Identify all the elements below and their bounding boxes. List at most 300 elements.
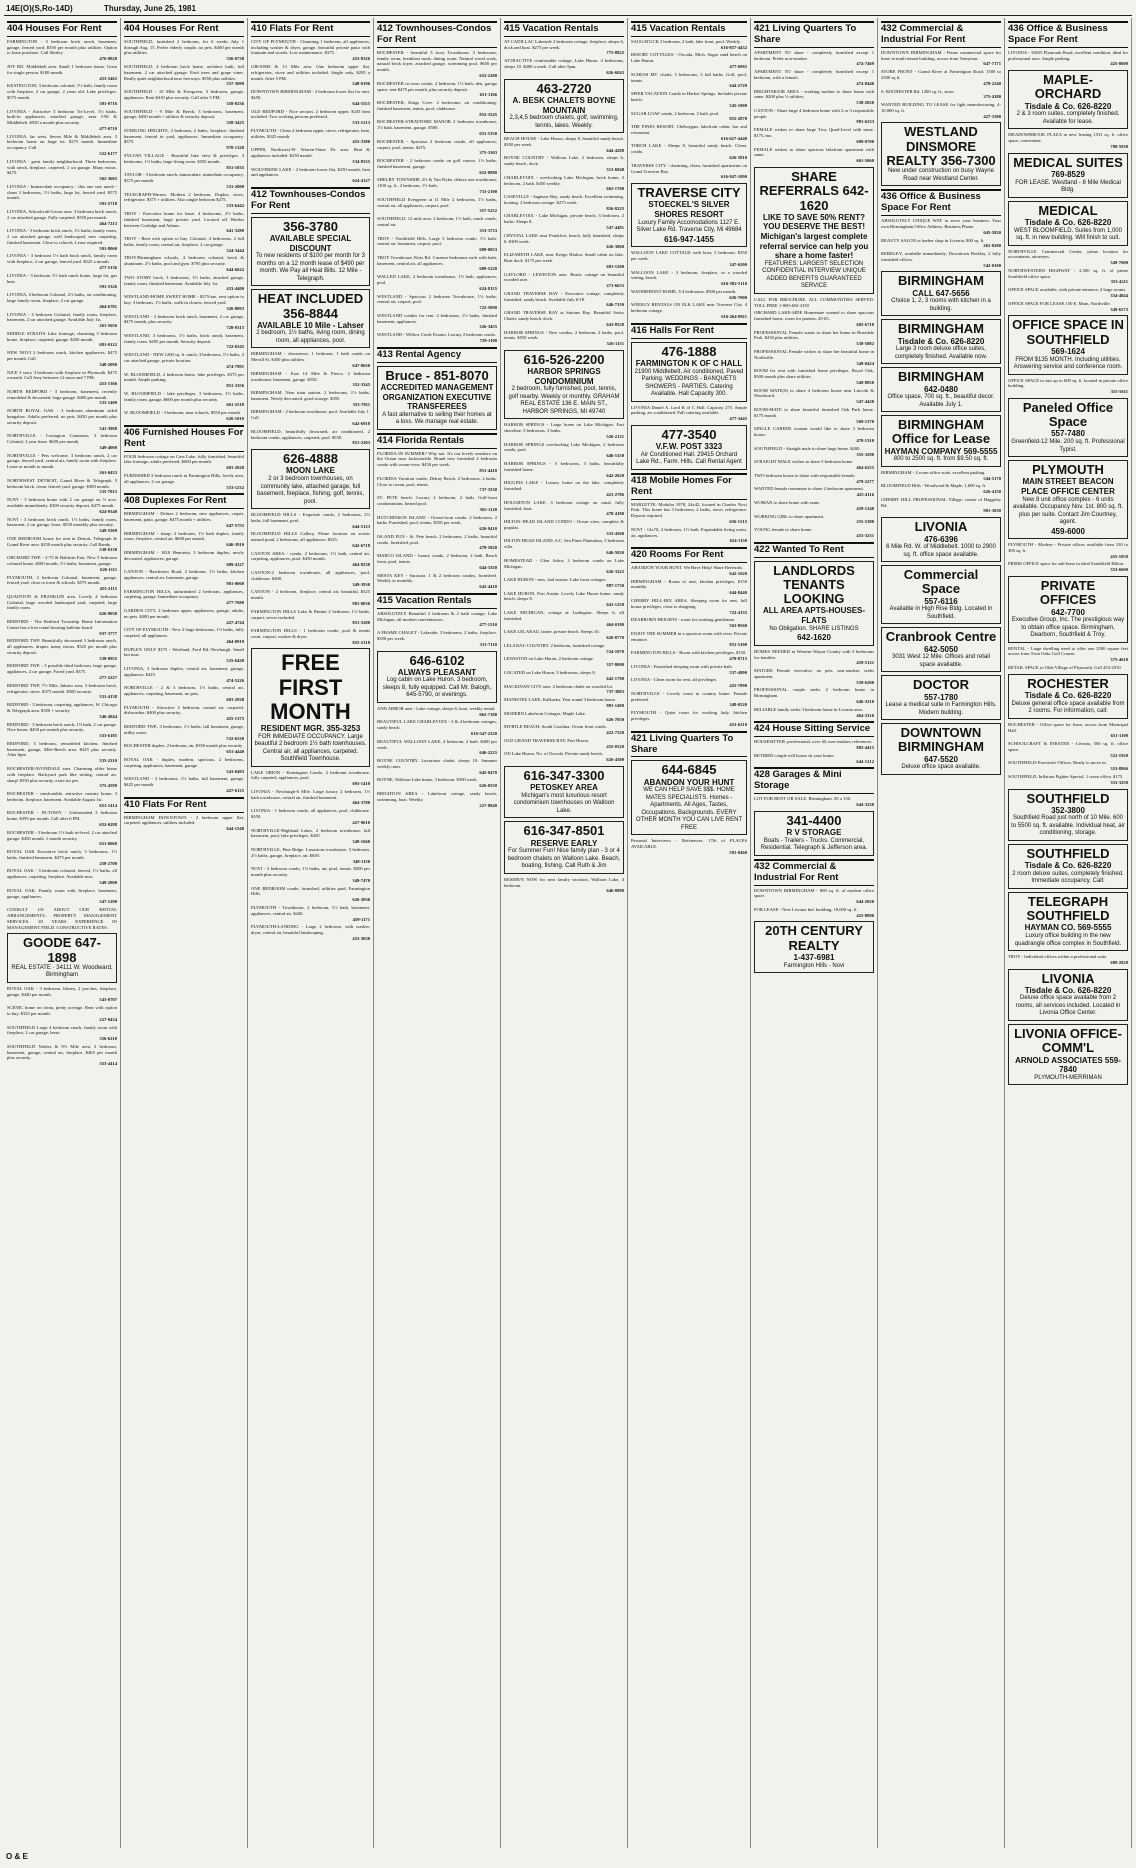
ad-text: NOVI - 3 bedroom brick ranch, 1½ baths, family room, basement, 2 car garage, lease. $550 monthly plus security.: [7, 516, 117, 528]
classified-ad: [124, 550, 244, 567]
classified-ad: [631, 250, 747, 267]
ad-text: CANTON AREA - condo, 2 bedrooms, 1½ bath, central air, carpeting, appliances, pool. $450 month.: [251, 550, 370, 562]
classified-ad: [754, 50, 874, 67]
display-ad-box: [1008, 892, 1128, 951]
classified-ad: [504, 39, 624, 56]
ad-phone: 542-0100: [983, 262, 1001, 268]
ad-phone: 644-8440: [729, 590, 747, 596]
ad-text: NICE 3 story 3 bedroom with fireplace in Plymouth. $475 a month. Call Jerry between 12 noon and 7 PM.: [7, 369, 117, 381]
ad-phone: 553-1232: [226, 484, 244, 490]
ad-text: ABSOLUTELY UNIQUE WAY to serve your business. Your own Birmingham Office Address, Business Phone.: [881, 218, 1001, 229]
ad-phone: 729-1100: [479, 338, 497, 343]
classified-ad: [504, 711, 624, 723]
ad-text: LEWISTON on Lake Huron, 2 bedroom cottage.: [504, 656, 594, 662]
ad-phone: 541-6493: [226, 768, 244, 774]
ad-text: HOMES NEEDED in Western Wayne County with 3 bedrooms for families.: [754, 648, 874, 660]
classified-ad: [504, 310, 624, 327]
ad-phone: 545-1000: [729, 102, 747, 108]
page-folio: 14E(O)(S,Ro-14D): [6, 4, 73, 13]
column-1: [4, 18, 121, 1848]
display-ad-sm: Luxury Family Accomodations 1127 E. Silver Lake Rd. Traverse City, Mi 49684: [636, 219, 742, 234]
classified-ad: [504, 591, 624, 608]
classified-ad: [7, 273, 117, 290]
ad-text: JOY RD. Middlebelt area. Small 1 bedroom home. Great for single person. $180 month.: [7, 64, 117, 75]
ad-text: THE PINES RESORT. Cheboygan, lakefront cabin, bar and restaurant.: [631, 124, 747, 135]
ad-phone: 851-3356: [226, 383, 244, 389]
ad-text: MIDDLE STRAITS Lake frontage, charming 3 bedroom home, fireplace, carpeted, garage. $450 month.: [7, 330, 117, 342]
classified-ad: [124, 608, 244, 625]
display-ad-sm: Choice 1, 2, 3 rooms with kitchen in a building.: [891, 298, 991, 312]
classified-ad: [377, 100, 497, 117]
section-heading: 436 Office & Business Space For Rent: [881, 189, 1001, 216]
classified-ad: [7, 312, 117, 329]
classified-ad: [504, 291, 624, 308]
display-ad-sm: PLYMOUTH-MERRIMAN: [1034, 1074, 1102, 1081]
ad-phone: 646-0880: [606, 888, 624, 894]
ad-phone: 855-2870: [729, 116, 747, 122]
display-ad-mid: Tisdale & Co. 626-8220: [1024, 861, 1112, 871]
ad-phone: 353-6600: [1110, 567, 1128, 573]
display-ad-mid: AVAILABLE SPECIAL DISCOUNT: [269, 234, 352, 253]
ad-text: SAUGATUCK 3 bedroom, 2 bath, lake front, pool. Weekly.: [631, 38, 741, 44]
ad-phone: 646-5020: [606, 549, 624, 555]
section-heading: 414 Florida Rentals: [377, 433, 497, 449]
classified-ad: [754, 888, 874, 905]
ad-text: SOUTHFIELD - Straight male to share large home. $200.: [754, 445, 861, 451]
classified-ad: [124, 89, 244, 106]
ad-phone: 453-8326: [352, 56, 370, 62]
classified-ad: [7, 253, 117, 270]
ad-phone: 531-4138: [99, 694, 117, 700]
ad-phone: 981-1490: [606, 702, 624, 708]
ad-phone: 357-8000: [606, 662, 624, 668]
ad-phone: 522-6177: [99, 150, 117, 156]
ad-text: WEEKLY RENTALS ON ELK LAKE near Traverse City. 4 bedroom cottage.: [631, 302, 747, 314]
display-ad-box: [504, 350, 624, 419]
ad-phone: 626-5810: [729, 154, 747, 160]
display-ad-big: ROCHESTER: [1027, 675, 1109, 691]
classified-ad: [7, 638, 117, 661]
classified-ad: [124, 192, 244, 209]
display-ad-mid: V.F.W. POST 3323: [655, 442, 723, 452]
classified-ad: [754, 500, 874, 512]
ad-text: LIVONIA Daniel A. Lord K of C Hall. Capacity 275. Ample parking, air conditioned. Full catering available.: [631, 404, 747, 416]
ad-phone: 569-1370: [856, 418, 874, 424]
ad-text: HARBOR SPRINGS - New condos, 2 bedroom, 2 baths, pool, tennis. $550 week.: [504, 329, 624, 341]
ad-text: TWO bedroom house to share with responsible female.: [754, 472, 856, 478]
display-ad-sm: 2 bedroom, fully furnished, pool, tennis, golf nearby. Weekly or monthly. GRAHAM REAL ESTATE 136 E. MAIN ST., HARBOR SPRINGS, MI 49740: [508, 386, 620, 415]
classified-ad: [377, 177, 497, 194]
ad-text: SCENIC home on clean, pretty acreage. Rent with option to buy. $325 per month.: [7, 1005, 117, 1017]
ad-text: MEADOWBROOK PLAZA in new leasing 1531 sq. ft. office space, convenient.: [1008, 132, 1128, 144]
ad-text: OLD GRAND TRAVERSE BAY, Port Huron.: [504, 737, 589, 743]
classified-ad: [504, 58, 624, 75]
display-ad-sm: Farmington Hills - Novi: [783, 962, 845, 969]
ad-phone: 591-5326: [99, 284, 117, 290]
ad-phone: 662-1700: [606, 186, 624, 192]
column-8: [878, 18, 1005, 1848]
classified-ad: [7, 1005, 117, 1022]
display-ad-box: [881, 122, 1001, 186]
ad-text: AT CADILLAC Lakeside 2 bedroom cottage, fireplace, sleeps 6, dock and boat. $275 per week.: [504, 38, 624, 50]
ad-text: SUGAR LOAF condo, 2 bedroom, 2 bath, pool.: [631, 110, 720, 116]
ad-text: BRIGHTMOOR AREA - working mother to share home with same. $200 plus ½ utilities.: [754, 88, 874, 100]
classified-ad: [124, 627, 244, 644]
classified-ad: [631, 143, 747, 160]
classified-ad: [124, 647, 244, 664]
ad-text: REDFORD - 3 bedroom brick ranch, 1½ bath, 2 car garage. Nice house. $450 per month plus security.: [7, 721, 117, 733]
ad-phone: 626-9030: [99, 611, 117, 617]
ad-text: REDFORD TWP, 7½ Mile, Inkster area, 3 bedroom brick, refrigerator, stove. $375 month. $500 security.: [7, 682, 117, 694]
display-ad-box: [1008, 153, 1128, 198]
ad-text: ISLAND FUN - St. Pete beach. 2 bedrooms, 2 baths, beautiful condo, furnished, pool.: [377, 533, 497, 545]
ad-phone: 737-3330: [479, 487, 497, 493]
classified-ad: [754, 473, 874, 485]
display-ad-sm: 6 Mile Rd. W. of Middlebelt. 1000 to 2900 sq. ft. office space available.: [886, 544, 996, 558]
classified-ad: [631, 270, 747, 287]
classified-ad: [7, 663, 117, 680]
ad-text: RETIRED couple will house sit your home.: [754, 752, 835, 758]
classified-ad: [377, 313, 497, 330]
ad-text: WANTED female roommate to share 2 bedroom apartment.: [754, 486, 864, 492]
classified-ad: [631, 691, 747, 708]
classified-ad: [377, 611, 497, 628]
ad-text: BLOOMFIELD Hills - Woodward & Maple, 1,600 sq. ft.: [881, 483, 987, 489]
ad-text: OFFICE SPACE to suit up to 600 sq. ft. located in private office building.: [1008, 377, 1128, 389]
classified-ad: [504, 194, 624, 211]
classified-ad: [631, 39, 747, 51]
ad-text: RESERVE NOW for next family vacation, Walloon Lake, 4 bedroom.: [504, 876, 624, 888]
ad-text: ST. PETE beach. Luxury 2 bedroom, 2 bath, Gulf-front condominium, heated pool.: [377, 495, 497, 506]
ad-text: SOUTHFIELD-Executive Offices. Ready to move in.: [1008, 760, 1107, 766]
ad-text: Personal Interviews - References. 17th of PLACES AVAILABLE.: [631, 838, 747, 850]
display-ad-mid: R V STORAGE: [786, 828, 842, 838]
classified-ad: [251, 847, 370, 864]
ad-text: RENTAL - Large dwelling need to offer one 2500 square feet across from Twin Oaks Golf Course.: [1008, 645, 1128, 657]
classified-ad: [504, 643, 624, 655]
classified-ad: [1008, 287, 1128, 299]
ad-phone: 646-2225: [479, 750, 497, 756]
classified-ad: [251, 828, 370, 845]
ad-text: BIRMINGHAM - 1810 Henrietta, 3 bedroom duplex, newly decorated, appliances, garage.: [124, 549, 244, 561]
ad-phone: 258-2700: [99, 860, 117, 866]
ad-phone: 353-3733: [479, 227, 497, 233]
ad-text: GRAND TRAVERSE BAY at Suttons Bay. Beautiful Swiss Chalet, sandy beach, dock.: [504, 310, 624, 321]
display-ad-box: [251, 648, 370, 766]
display-ad-extra: 616-947-1455: [664, 234, 714, 244]
display-ad-box: [881, 723, 1001, 775]
display-ad-sm: WE CAN HELP SAVE $$$. HOME MATES SPECIALISTS. Homes - Apartments. All Ages, Tastes, Occupations, Backgrounds. EVERY OTHER MONTH YOU CAN LIVE RENT FREE: [635, 787, 743, 831]
classified-ad: [1008, 268, 1128, 285]
classified-ad: [1008, 301, 1128, 313]
display-ad-big: OFFICE SPACE IN SOUTHFIELD: [1012, 317, 1124, 347]
classified-ad: [251, 808, 370, 825]
ad-text: REDFORD TWP., 3 bedrooms, 1½ baths, full basement, garage, utility room.: [124, 724, 244, 735]
ad-phone: 651-1166: [479, 92, 497, 98]
ad-text: ROOM MATE(S) to share 4 bedroom house near Lincoln & Woodward.: [754, 387, 874, 399]
section-heading: 418 Mobile Homes For Rent: [631, 473, 747, 500]
classified-ad: [7, 741, 117, 764]
ad-phone: 353-4414: [99, 1061, 117, 1067]
ad-phone: 535-2210: [99, 758, 117, 764]
classified-ad: [754, 368, 874, 385]
display-ad-mid: 642-5050: [924, 644, 958, 654]
display-ad-sm: 2 room deluxe suites, completely finished. Immediate occupancy. Call:: [1012, 870, 1124, 885]
classified-ad: [1008, 774, 1128, 786]
ad-phone: 358-3425: [226, 120, 244, 126]
classified-ad: [7, 766, 117, 789]
classified-ad: [631, 163, 747, 180]
ad-text: ROYAL OAK. Family room with fireplace, basement, garage, appliances.: [7, 887, 117, 899]
section-heading: 428 Garages & Mini Storage: [754, 767, 874, 794]
section-heading: 416 Halls For Rent: [631, 323, 747, 339]
display-ad-mid: 476-6396: [924, 534, 958, 544]
display-ad-box: [251, 449, 370, 509]
ad-phone: 478-8715: [729, 656, 747, 661]
ad-text: TROY - Individual offices within a professional suite.: [1008, 954, 1108, 959]
classified-ad: [504, 724, 624, 736]
ad-text: BERKLEY, available immediately, Downtown Berkley, 2 fully furnished offices.: [881, 251, 1001, 262]
classified-ad: [504, 155, 624, 172]
ad-phone: 626-1010: [226, 416, 244, 422]
display-ad-sm: 2 & 3 room suites, completely finished. Available for lease.: [1016, 111, 1120, 125]
classified-ad: [631, 677, 747, 689]
ad-phone: 349-4000: [99, 444, 117, 450]
ad-phone: 532-6520: [226, 735, 244, 741]
ad-text: QUAINTON & FRANKLIN area. Lovely 4 bedroom Colonial, large wooded landscaped yard, carpeted, large family room.: [7, 593, 117, 611]
ad-phone: 616-857-4432: [720, 44, 747, 50]
ad-phone: 474-5226: [226, 677, 244, 683]
ad-phone: 788-5930: [1110, 143, 1128, 149]
section-heading: 421 Living Quarters To Share: [754, 21, 874, 48]
display-ad-mid: STOECKEL'S SILVER SHORES RESORT: [648, 200, 730, 219]
classified-ad: [7, 184, 117, 207]
classified-ad: [251, 390, 370, 407]
ad-phone: 453-5465: [99, 75, 117, 81]
classified-ad: [7, 64, 117, 81]
ad-text: SOUTHFIELD, 4 bedroom brick home, architect built, full basement, 2 car attached garage. Fruit trees and grape vines. Really quiet neighborhood near freeways. $550 plus utilities.: [124, 64, 244, 81]
ad-text: WOMAN to share home with same.: [754, 499, 821, 505]
display-ad-sm: FROM $135 MONTH. Including utilities. Answering service and conference room.: [1013, 356, 1123, 370]
ad-text: CANTON-2 bedroom townhouse, all appliances, pool, clubhouse. $400.: [251, 570, 370, 581]
ad-phone: 464-0919: [226, 638, 244, 644]
ad-text: SOUTHFIELD - 10 Mile & Evergreen, 3 bedroom, garage, appliances. Rent $410 plus security. Call after 5 PM.: [124, 89, 244, 100]
ad-phone: 427-4744: [226, 619, 244, 625]
ad-text: CITY OF PLYMOUTH - Charming 1 bedroom, all appliances, including washer & dryer, garage, beautiful private patio with fountain and woods. Low maintenance. $375.: [251, 38, 370, 56]
classified-ad: [881, 251, 1001, 268]
classified-ad: [754, 69, 874, 86]
section-heading: 415 Vacation Rentals: [377, 593, 497, 609]
ad-text: CONSULT US ABOUT OUR RENTAL ARRANGEMENTS. PROPERTY MANAGEMENT SERVICES. 20 YEARS EXPERIENCE IN MANAGEMENT FIELD. CONSTRUCTIVE RATES.: [7, 907, 117, 930]
ad-text: ENJOY THE SUMMER in a spacious room with view. Private entrance.: [631, 630, 747, 642]
ad-phone: 478-2240: [983, 80, 1001, 86]
ad-phone: 689-5220: [479, 266, 497, 272]
ad-text: GROOMS & 13 Mile area. One bedroom upper flat, refrigerator, stove and utilities included. Single only. $295 a month. After 5 PM.: [251, 64, 370, 81]
display-ad-mid: 557-7480: [1051, 429, 1085, 439]
page-date: Thursday, June 25, 1981: [104, 4, 196, 13]
ad-phone: 616-582-5110: [721, 281, 747, 287]
classified-ad: [377, 553, 497, 570]
ad-text: FEMALE wishes to share large Troy Quad-Level with same. $175./mo.: [754, 127, 874, 138]
ad-phone: 455-3380: [352, 139, 370, 145]
display-ad-mid: 557-1780: [924, 692, 958, 702]
ad-phone: 644-2729: [729, 83, 747, 89]
ad-phone: 642-6918: [352, 421, 370, 426]
ad-text: CITY OF PLYMOUTH - New 2 large bedrooms, 1½ baths, fully carpeted, all appliances.: [124, 627, 244, 639]
classified-ad: [1008, 50, 1128, 67]
ad-phone: 353-8866: [1110, 766, 1128, 772]
ad-phone: 851-4410: [479, 468, 497, 474]
ad-text: SOUTHFIELD, Inflation Fighter Special, 1 room office, $175.: [1008, 773, 1124, 779]
ad-text: FEMALE wishes to share spacious lakefront apartment with same.: [754, 146, 874, 158]
ad-text: BRIGHTON AREA - Lakefront cottage, sandy beach, swimming, boat. Weekly.: [377, 791, 497, 802]
classified-ad: [504, 558, 624, 575]
ad-phone: 533-1409: [99, 400, 117, 406]
ad-phone: 455-2115: [99, 586, 117, 592]
ad-phone: 352-3345: [352, 382, 370, 388]
ad-phone: 349-1660: [352, 839, 370, 845]
classified-ad: [881, 50, 1001, 67]
classified-ad: [754, 796, 874, 808]
ad-text: LIVONIA - Newburgh-6 Mile. Large luxury 2 bedroom, 1½ bath townhouse, central air, finished basement.: [251, 788, 370, 800]
classified-ad: [631, 579, 747, 596]
display-ad-sm: Log cabin on Lake Huron. 3 bedroom, sleeps 8, fully equipped. Call Mr. Balogh, 645-5790, or evenings.: [382, 677, 492, 699]
display-ad-mid: 569-1624: [1051, 346, 1085, 356]
classified-ad: [124, 314, 244, 331]
classified-ad: [881, 102, 1001, 119]
classified-ad: [124, 685, 244, 702]
ad-phone: 425-8600: [1110, 61, 1128, 67]
classified-ad: [251, 89, 370, 106]
classified-ad: [7, 1025, 117, 1042]
classified-ad: [7, 722, 117, 739]
ad-text: FARMINGTON HILLS Lake & Rimini 2 bedroom, 1½ baths, carport, sewer included.: [251, 608, 370, 620]
classified-ad: [754, 349, 874, 366]
ad-phone: 349-5569: [99, 528, 117, 534]
classified-ad: [124, 211, 244, 234]
ad-text: LOT FOR RENT OR SALE. Birmingham. 50 x 150.: [754, 796, 852, 802]
ad-phone: 626-3030: [352, 897, 370, 903]
ad-text: RETAIL SPACE to Olde Village of Plymouth. Call 453-2910: [1008, 665, 1121, 671]
ad-text: LIVONIA - 1 bedroom condo, all appliances, pool, clubhouse. $350.: [251, 808, 370, 820]
ad-text: ABSOLUTELY Beautiful 2 bedroom & 2 bath cottage, Lake Michigan, all modern conveniences.: [377, 610, 497, 622]
ad-phone: 644-3350: [479, 564, 497, 570]
display-ad-big: LIVONIA OFFICE-COMM'L: [1014, 1025, 1122, 1056]
display-ad-big: PLYMOUTH: [1032, 462, 1104, 478]
ad-phone: 662-7180: [479, 711, 497, 717]
ad-text: NORTH ROYAL OAK - 3 bedroom aluminum sided bungalow. Adults preferred, no pets. $450 per month plus security deposit.: [7, 408, 117, 425]
ad-phone: 681-2020: [226, 465, 244, 471]
ad-text: ROCHESTER - Spacious 2 bedroom condo, all appliances, carport, pool, tennis. $475.: [377, 138, 497, 150]
display-ad-mid: RESERVE EARLY: [530, 838, 598, 848]
ad-phone: 646-3210: [856, 699, 874, 705]
display-ad-box: [1008, 70, 1128, 129]
ad-phone: 477-5136: [99, 265, 117, 271]
ad-phone: 626-3860: [606, 244, 624, 250]
classified-ad: [631, 565, 747, 577]
classified-ad: [377, 119, 497, 136]
ad-text: NORTHVILLE - Lovely room in country home. Female preferred.: [631, 690, 747, 702]
display-ad-mid: Tisdale & Co. 626-8220: [897, 336, 985, 346]
display-ad-sm: FOR IMMEDIATE OCCUPANCY. Large beautiful 2 bedroom 1½ bath townhouses. Central air, all appliances, carpeted. Southfield Townhouse.: [254, 733, 367, 763]
ad-text: ROCHESTER - Office space for lease, across from Municipal Hall.: [1008, 721, 1128, 733]
ad-phone: 624-9340: [99, 508, 117, 514]
ad-text: WALLED LAKE, 2 bedroom townhouse, 1½ bath, appliances, pool.: [377, 274, 497, 285]
ad-text: ROCHESTER - IN-TOWN - Unfurnished 3 bedroom home, $395 per month. Call after 6 PM.: [7, 810, 117, 822]
ad-phone: 425-7890: [729, 683, 747, 689]
ad-text: FURNISHED 3 bedroom ranch in Farmington Hills, lovely area, all appliances, 2 car garage.: [124, 472, 244, 484]
classified-ad: [7, 555, 117, 572]
ad-phone: 616-547-2220: [470, 731, 497, 737]
ad-phone: 851-1035: [226, 164, 244, 170]
display-ad-mid: ALWAYS PLEASANT: [397, 667, 477, 677]
display-ad-sm: 21900 Middlebelt. Air conditioned, Paved Parking. WEDDINGS - BANQUETS SHOWERS - PARTIES. Catering Available. Hall Capacity 300.: [634, 368, 744, 398]
ad-text: BOYNE COUNTRY. Luxurious chalet, sleeps 10. Summer weekly rates.: [377, 758, 497, 769]
ad-text: LIVONIA, 4 bedroom Colonial, 2½ baths, air conditioning, large family room, fireplace, 2 car garage.: [7, 292, 117, 303]
ad-text: S. ROCHESTER Rd. 1200 sq. ft., store.: [881, 88, 955, 94]
classified-ad: [881, 89, 1001, 101]
display-ad-sm: FEATURES: LARGEST SELECTION CONFIDENTIAL INTERVIEW UNIQUE ADDED BENEFITS GUARANTEED SERVICE: [762, 260, 866, 290]
classified-ad: [7, 109, 117, 132]
display-ad-big: 616-347-8501: [523, 823, 605, 839]
ad-phone: 541-3998: [99, 425, 117, 431]
display-ad-big: BIRMINGHAM: [898, 273, 984, 289]
classified-ad: [124, 743, 244, 755]
classified-ad: [631, 838, 747, 855]
display-ad-sm: REAL ESTATE · 34111 W. Woodward, Birmingham: [11, 964, 113, 979]
display-ad-big: DOWNTOWN BIRMINGHAM: [898, 725, 984, 755]
ad-text: MYRTLE BEACH, South Carolina. Ocean front condo.: [504, 724, 607, 730]
display-ad-big: Paneled Office Space: [1022, 399, 1114, 430]
section-heading: 410 Flats For Rent: [251, 21, 370, 37]
ad-text: DOWNTOWN BIRMINGHAM - 800 sq. ft. of modern office space.: [754, 887, 874, 899]
display-ad-sm: Greenfield-12 Mile. 200 sq. ft. Professional Typist.: [1011, 439, 1125, 453]
classified-ad: [7, 453, 117, 476]
display-ad-sm: New under construction on busy Wayne Road near Westland Center.: [888, 168, 994, 182]
ad-text: OFFICE SPACE available, with private entrance, 2 large rooms.: [1008, 287, 1127, 293]
ad-phone: 356-0738: [226, 56, 244, 62]
classified-ad: [754, 459, 874, 471]
classified-ad: [377, 758, 497, 775]
ad-phone: 644-2020: [856, 899, 874, 905]
ad-text: ON Lake Huron, No. of Oscoda. Private sandy beach.: [504, 751, 603, 757]
display-ad-sm: 3031 West 12 Mile. Offices and retail space available.: [892, 654, 990, 668]
ad-phone: 525-6420: [226, 658, 244, 664]
classified-ad: [504, 519, 624, 536]
display-ad-mid: 1-437-6981: [793, 953, 835, 963]
ad-phone: 693-1410: [352, 781, 370, 787]
ad-text: ROOM for rent with furnished home privileges, Royal Oak, $300 month plus share utilities.: [754, 368, 874, 380]
classified-ad: [881, 470, 1001, 482]
ad-phone: 651-1100: [1110, 733, 1128, 739]
display-ad-sm: No Obligation. SHARE LISTINGS: [769, 625, 859, 632]
ad-phone: 459-5121: [856, 660, 874, 666]
classified-ad: [377, 139, 497, 156]
classified-ad: [7, 433, 117, 450]
display-ad-big: MAPLE-ORCHARD: [1034, 72, 1102, 102]
classified-ad: [251, 589, 370, 606]
classified-ad: [251, 39, 370, 62]
ad-text: MODERN Lakefront Cottages. Maple Lake.: [504, 710, 586, 716]
section-heading: 404 Houses For Rent: [124, 21, 244, 37]
ad-text: NORTHWESTERN HIGHWAY - 2,500 sq. ft. of prime Southfield office space.: [1008, 267, 1128, 279]
ad-phone: 643-8558: [606, 321, 624, 327]
ad-text: RESORT COTTAGES - Oscoda, Mich. Sugar sand beach on Lake Huron.: [631, 52, 747, 64]
ad-phone: 354-4844: [1110, 292, 1128, 298]
classified-ad: [124, 705, 244, 722]
display-ad-big: BIRMINGHAM: [898, 321, 984, 337]
ad-phone: 565-1120: [479, 506, 497, 512]
